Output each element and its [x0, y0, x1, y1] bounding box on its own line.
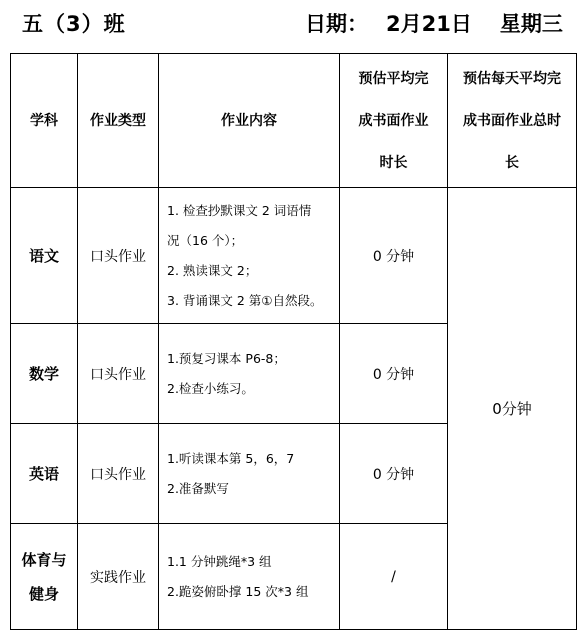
header-total-time — [448, 54, 577, 188]
date-line — [305, 8, 563, 38]
header-avg-time-line: 预估平均完 — [358, 70, 429, 87]
duration-cell: 0 分钟 — [340, 188, 448, 324]
subject-cell — [11, 424, 78, 524]
content-line: 2. 熟读课文 2； — [167, 262, 258, 278]
subject-cell — [11, 188, 78, 324]
content-line: 1.1 分钟跳绳*3 组 — [167, 553, 272, 569]
content-cell — [159, 188, 340, 324]
duration-cell: 0 分钟 — [340, 324, 448, 424]
content-line: 1. 检查抄默课文 2 词语情 — [167, 202, 312, 218]
homework-table — [10, 53, 577, 630]
header-total-time-line: 长 — [505, 154, 519, 171]
date-label: 日期： — [305, 12, 368, 36]
subject-line: 数学 — [28, 364, 59, 383]
subject-line: 体育与 — [21, 550, 67, 569]
type-cell: 实践作业 — [78, 524, 159, 630]
content-line: 1.预复习课本 P6-8； — [167, 350, 286, 366]
subject-cell — [11, 524, 78, 630]
header-avg-time — [340, 54, 448, 188]
duration-cell: 0 分钟 — [340, 424, 448, 524]
header-subject: 学科 — [11, 54, 78, 188]
weekday: 星期三 — [499, 12, 563, 36]
header-avg-time-line: 时长 — [379, 154, 408, 171]
subject-line: 英语 — [28, 464, 59, 483]
subject-line: 语文 — [28, 246, 59, 265]
content-cell — [159, 324, 340, 424]
header-content: 作业内容 — [159, 54, 340, 188]
date-value: 2月21日 — [386, 12, 472, 36]
type-cell: 口头作业 — [78, 188, 159, 324]
header-total-time-line: 预估每天平均完 — [463, 70, 561, 87]
class-name: 五（3）班 — [22, 12, 126, 36]
content-cell — [159, 524, 340, 630]
header-type: 作业类型 — [78, 54, 159, 188]
content-line: 1.听读课本第 5，6，7 — [167, 450, 295, 466]
content-line: 2.检查小练习。 — [167, 380, 254, 396]
type-cell: 口头作业 — [78, 324, 159, 424]
total-duration-cell: 0分钟 — [448, 188, 577, 630]
page-header — [0, 6, 585, 40]
header-row — [11, 54, 577, 188]
header-avg-time-line: 成书面作业 — [358, 112, 429, 129]
content-cell — [159, 424, 340, 524]
content-line: 2.跪姿俯卧撑 15 次*3 组 — [167, 583, 309, 599]
header-total-time-line: 成书面作业总时 — [463, 112, 561, 129]
content-line: 3. 背诵课文 2 第①自然段。 — [167, 292, 323, 308]
duration-cell: / — [340, 524, 448, 630]
content-line: 2.准备默写 — [167, 480, 229, 496]
content-line: 况（16 个）； — [167, 232, 244, 248]
subject-line: 健身 — [28, 584, 59, 603]
subject-cell — [11, 324, 78, 424]
table-row — [11, 188, 577, 324]
type-cell: 口头作业 — [78, 424, 159, 524]
